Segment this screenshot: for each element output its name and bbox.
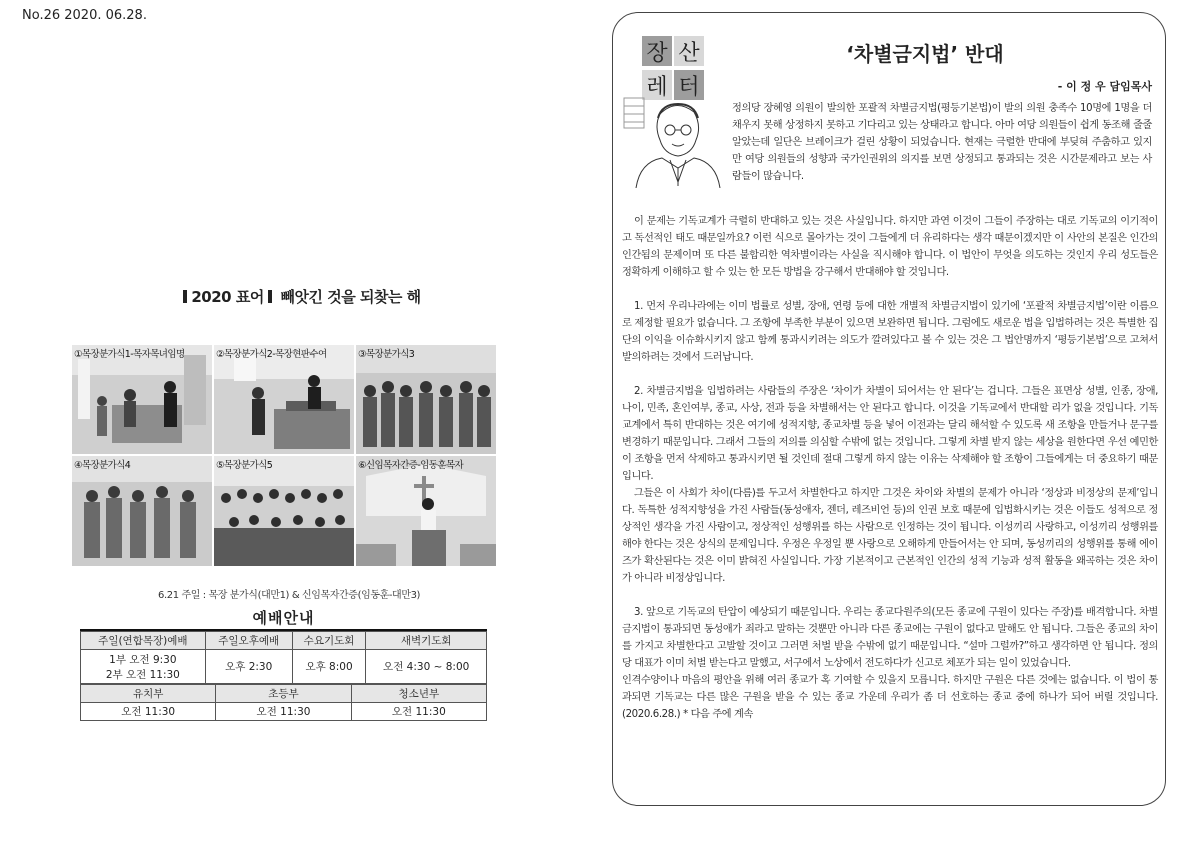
photo-3-image (356, 345, 496, 454)
worship-afternoon-time: 오후 2:30 (205, 650, 292, 684)
photo-1-caption: ①목장분가식1-목자목녀임명 (74, 349, 185, 360)
motto-text: 빼앗긴 것을 되찾는 해 (280, 288, 421, 306)
letter-title: ‘차별금지법’ 반대 (846, 42, 1004, 66)
worship-sunday-times (81, 650, 206, 684)
photo-2-image (214, 345, 354, 454)
worship-header-wednesday: 수요기도회 (292, 632, 366, 650)
photo-4 (72, 456, 212, 566)
photo-4-caption: ④목장분가식4 (74, 460, 131, 471)
worship-guide (80, 607, 487, 721)
letter-paragraph-6: 인격수양이나 마음의 평안을 위해 여러 종교가 혹 기여할 수 있을지 모릅니다. 하지만 구원은 다른 것에는 없습니다. 이 법이 통과되면 기독교는 다른 많은 구원을 받을 수 있는 종교 가운데 우리가 좀 더 선호하는 종교 중에 하나가 되어 버릴 것입니다.(2020.6.28.) * 다음 주에 계속 (622, 675, 1158, 720)
school-header-kinder: 유치부 (81, 685, 216, 703)
worship-header-afternoon: 주일오후예배 (205, 632, 292, 650)
pastor-portrait-illustration (622, 96, 730, 188)
school-time-kinder: 오전 11:30 (81, 703, 216, 721)
photo-6-caption: ⑥신임목자간증-임동훈목자 (358, 460, 464, 471)
issue-number: No.26 2020. 06.28. (22, 8, 147, 23)
letter-intro: 정의당 장혜영 의원이 발의한 포괄적 차별금지법(평등기본법)이 발의 의원 충족수 10명에 1명을 더 채우지 못해 상정하지 못하고 기다리고 있는 상태라고 합니다. 아마 여당 의원들이 쉽게 동조해 줄줄 알았는데 일단은 브레이크가 걸린 상황이 되었습니다. 현재는 극렬한 반대에 부딪혀 주춤하고 있지만 여당 의원들의 성향과 국가인권위의 의지를 보면 상정되고 통과되는 것은 시간문제라고 보는 사람들이 많습니다. (732, 103, 1152, 182)
worship-wednesday-time: 오후 8:00 (292, 650, 366, 684)
worship-table-school (80, 684, 487, 721)
photo-6-image (356, 456, 496, 566)
photo-grid (72, 345, 496, 568)
photo-5-caption: ⑤목장분가식5 (216, 460, 273, 471)
letter-author: - 이 정 우 담임목사 (1057, 80, 1152, 93)
school-header-youth: 청소년부 (351, 685, 486, 703)
logo-tile-jang: 장 (642, 36, 672, 66)
photo-1-image (72, 345, 212, 454)
motto-year: 2020 표어 (191, 288, 264, 306)
worship-header-sunday: 주일(연합목장)예배 (81, 632, 206, 650)
worship-sunday-second: 2부 오전 11:30 (105, 668, 180, 681)
logo-tile-teo: 터 (674, 70, 704, 100)
worship-header-dawn: 새벽기도회 (366, 632, 487, 650)
letter-paragraph-5: 3. 앞으로 기독교의 탄압이 예상되기 때문입니다. 우리는 종교다원주의(모든 종교에 구원이 있다는 주장)를 배격합니다. 차별금지법이 통과되면 동성애가 죄라고 말하는 것뿐만 아니라 다른 종교에는 구원이 없다고 말해도 안 됩니다. 그들은 종교의 차이를 가지고 차별한다고 고발할 것이고 그러면 처벌 받을 수밖에 없기 때문입니다. “설마 그럴까?”하고 생각하면 안 됩니다. 정의당 대표가 이미 처벌 받는다고 말했고, 서구에서 노상에서 전도하다가 신고로 체포가 되는 일이 있었습니다. (622, 607, 1158, 669)
letter-paragraph-2: 1. 먼저 우리나라에는 이미 법률로 성별, 장애, 연령 등에 대한 개별적 차별금지법이 있기에 ‘포괄적 차별금지법’이란 이름으로 제정할 필요가 없습니다. 그 조항에 부족한 부분이 있으면 보완하면 됩니다. 그럼에도 새로운 법을 입법하려는 것은 특별한 집단의 이익을 이슈화시키지 않고 함께 통과시키려는 의도가 깔려있다고 볼 수 있는 것은 그 법안명까지 ‘평등기본법’으로 고쳐서 발의하려는 것에서 드러납니다. (622, 301, 1158, 363)
school-time-youth: 오전 11:30 (351, 703, 486, 721)
photo-caption: 6.21 주일 : 목장 분가식(대만1) & 신임목자간증(임동훈-대만3) (158, 590, 421, 601)
photo-3 (356, 345, 496, 454)
letter-paragraph-4: 그들은 이 사회가 차이(다름)를 두고서 차별한다고 하지만 그것은 차이와 차별의 문제가 아니라 ‘정상과 비정상의 문제’입니다. 독특한 성적지향성을 가진 사람들(동성애자, 젠더, 레즈비언 등)의 인권 보호 때문에 입법화시키는 것은 이들도 성적으로 정상적인 생각을 가진 사람이고, 정상적인 성행위를 하는 사람으로 인정하는 것이 됩니다. 이성끼리 사랑하고, 이성끼리 성행위를 해야 한다는 것은 상식의 문제입니다. 우정은 우정일 뿐 사랑으로 오해하게 만들어서는 안 되며, 동성끼리의 성행위를 통해 에이즈가 확산된다는 것은 이미 밝혀진 사실입니다. 가장 기본적이고 근본적인 인간의 성적 기능과 성적 활동을 왜곡하는 것은 차이가 아니라 비정상입니다. (622, 488, 1158, 584)
letter-body (622, 213, 1158, 723)
photo-1 (72, 345, 212, 454)
motto-bar-left (183, 290, 187, 303)
photo-5 (214, 456, 354, 566)
photo-6 (356, 456, 496, 566)
photo-2 (214, 345, 354, 454)
school-time-elementary: 오전 11:30 (216, 703, 351, 721)
worship-title: 예배안내 (80, 607, 487, 631)
letter-paragraph-3: 2. 차별금지법을 입법하려는 사람들의 주장은 ‘차이가 차별이 되어서는 안 된다’는 겁니다. 그들은 표면상 성별, 인종, 장애, 나이, 민족, 혼인여부, 종교, 사상, 전과 등을 차별해서는 안 된다고 합니다. 이것을 기독교에서 반대할 리가 없을 것입니다. 기독교계에서 특히 반대하는 것은 여기에 성적지향, 종교차별 등을 넣어 이전과는 달리 해석할 수 있도록 새 조항을 만들거나 문구를 변경하기 때문입니다. 그래서 그들의 저의를 의심할 수밖에 없는 것입니다. 그렇게 차별 받지 않는 세상을 원한다면 우선 예민한 이 조항을 먼저 삭제하고 통과시키면 될 것인데 절대 그렇게 하지 않는 이유는 삭제해야 할 조항이 그들에게는 더 중요하기 때문입니다. (622, 386, 1158, 482)
photo-4-image (72, 456, 212, 566)
logo-tile-re: 레 (642, 70, 672, 100)
worship-table-main (80, 631, 487, 684)
school-header-elementary: 초등부 (216, 685, 351, 703)
photo-3-caption: ③목장분가식3 (358, 349, 415, 360)
letter-paragraph-1: 이 문제는 기독교계가 극렬히 반대하고 있는 것은 사실입니다. 하지만 과연 이것이 그들이 주장하는 대로 기독교의 이기적이고 독선적인 태도 때문일까요? 이런 식으로 몰아가는 것이 그들에게 더 유리하다는 생각 때문이겠지만 이 사안의 본질은 인간의 인간됨의 문제이며 또 다른 불합리한 역차별이라는 사실을 직시해야 합니다. 이 법안이 무엇을 의도하는 것인지 우리 성도들은 정확하게 이해하고 할 수 있는 한 모든 방법을 강구해서 반대해야 할 것입니다. (622, 216, 1158, 278)
logo-tile-san: 산 (674, 36, 704, 66)
photo-2-caption: ②목장분가식2-목장현판수여 (216, 349, 327, 360)
photo-5-image (214, 456, 354, 566)
motto-bar-right (268, 290, 272, 303)
motto-banner (160, 286, 440, 307)
worship-dawn-time: 오전 4:30 ~ 8:00 (366, 650, 487, 684)
worship-sunday-first: 1부 오전 9:30 (109, 653, 177, 666)
